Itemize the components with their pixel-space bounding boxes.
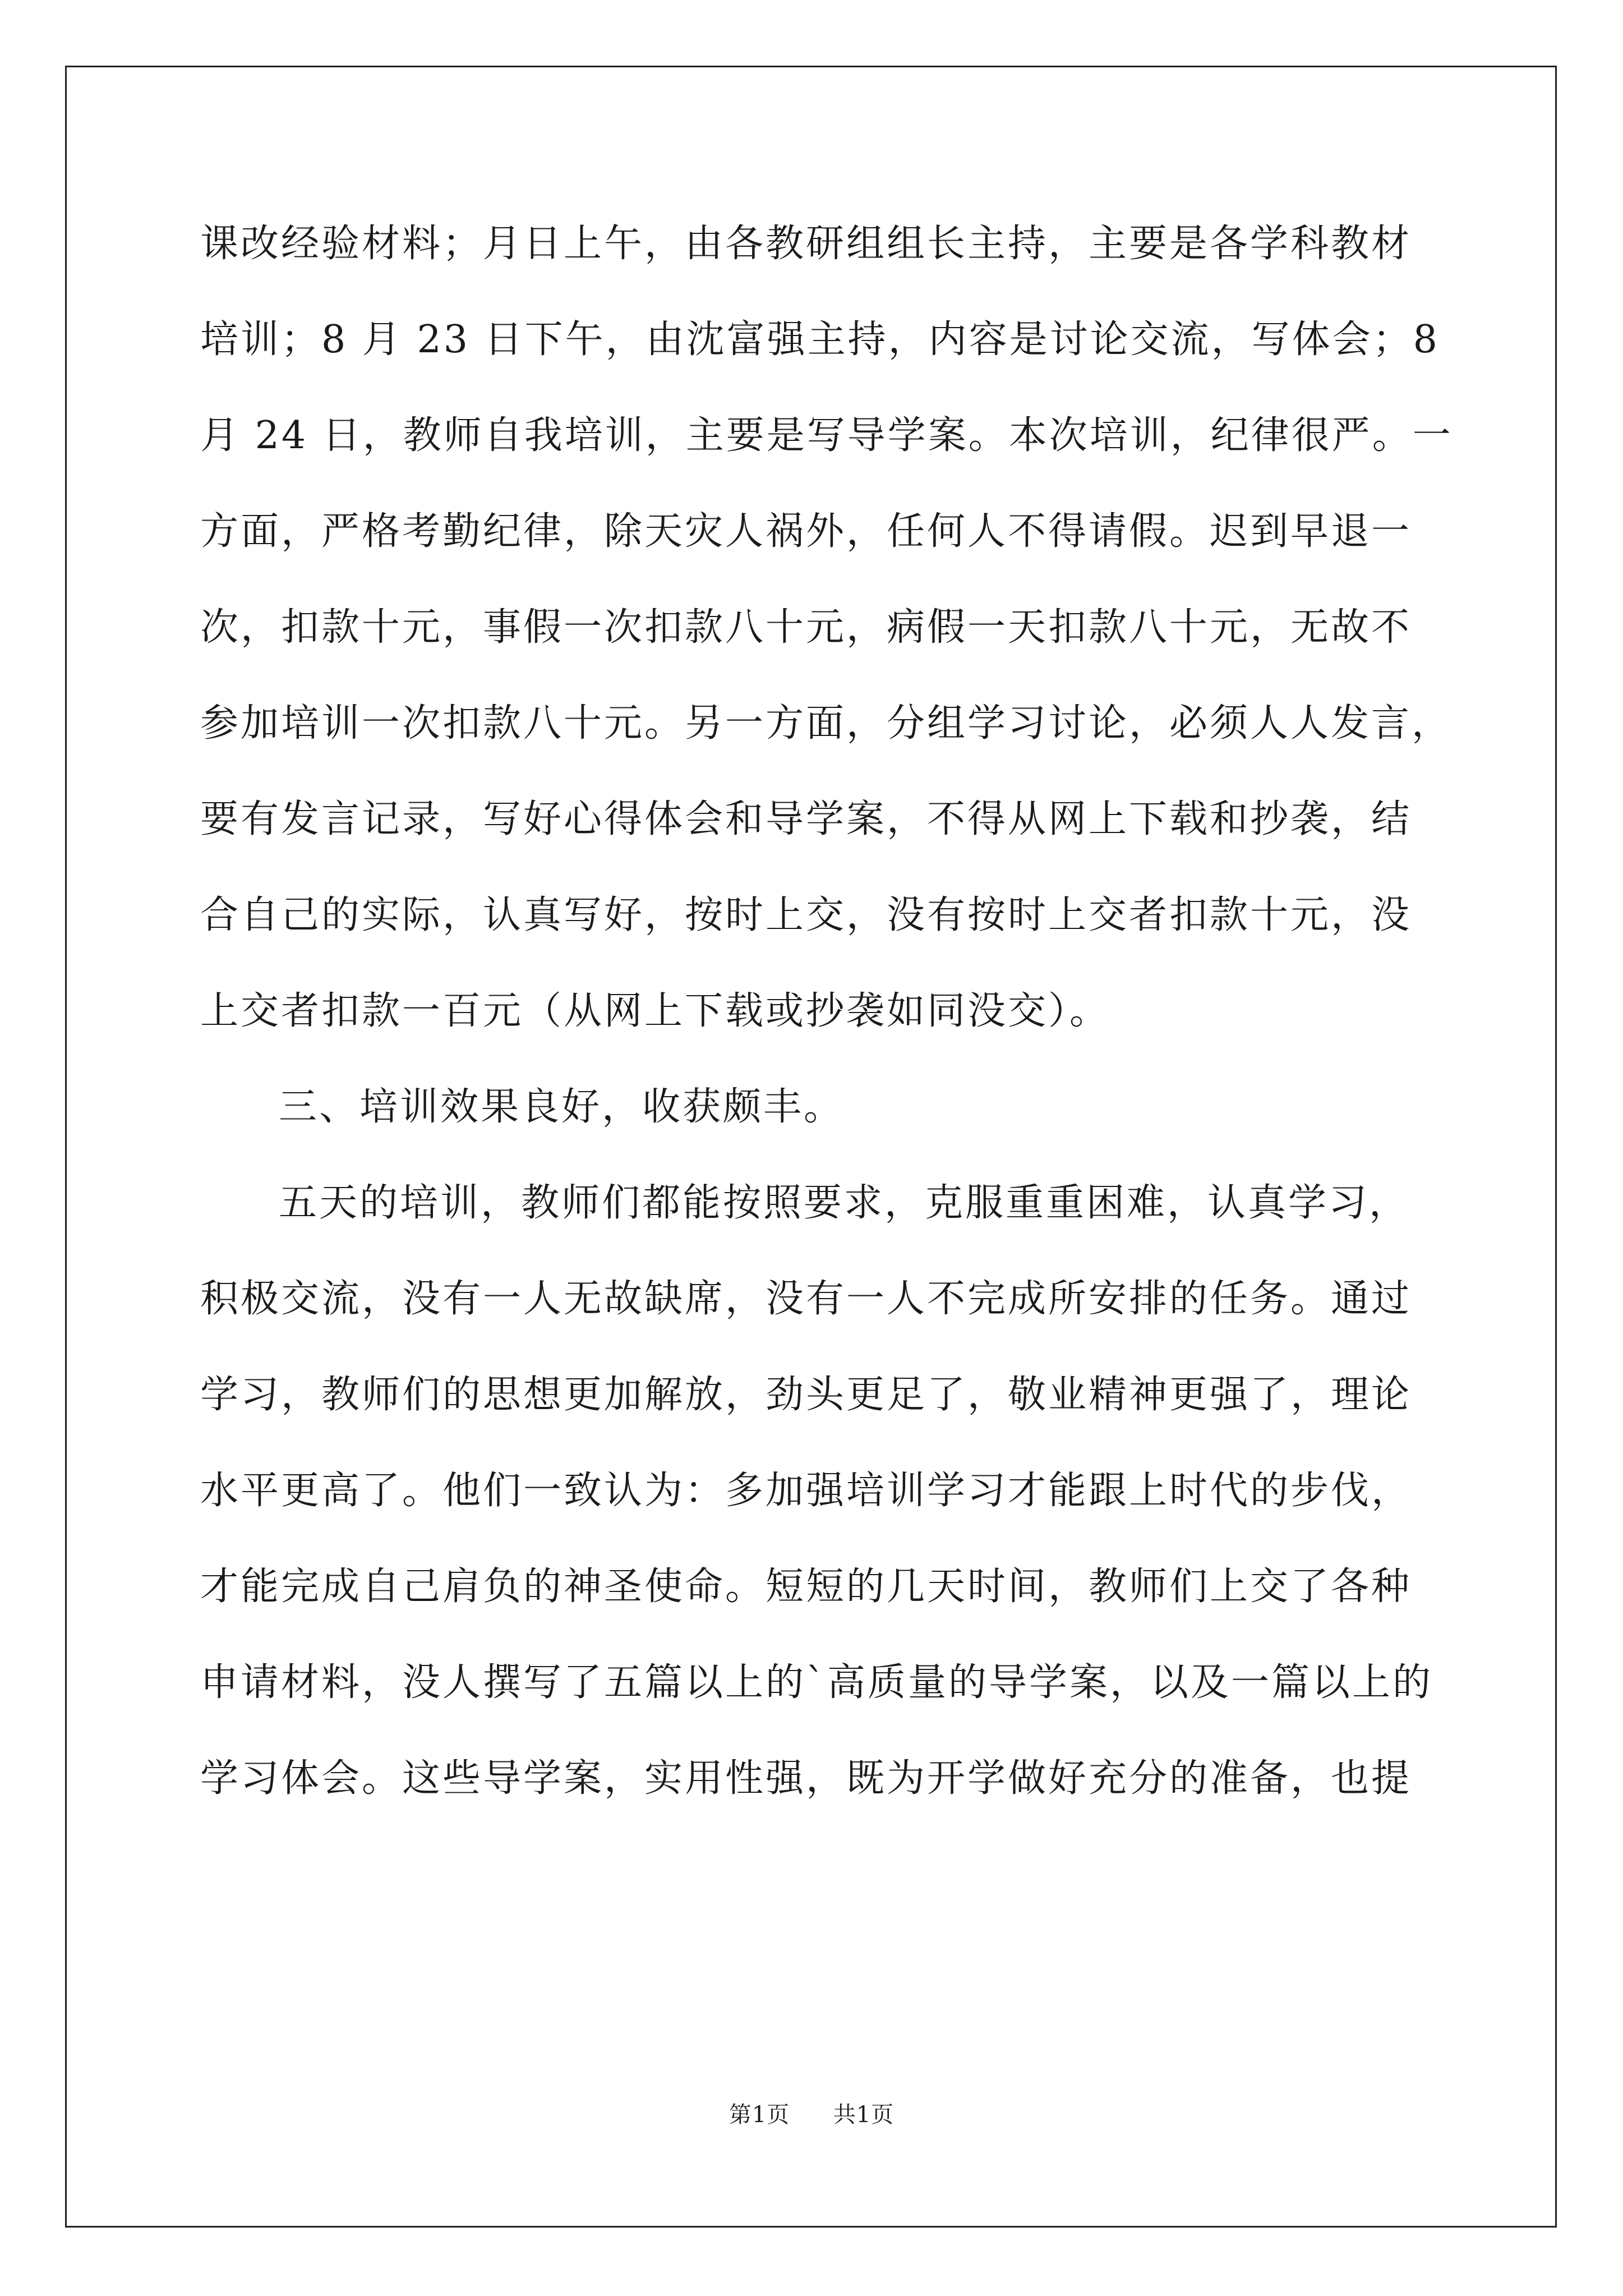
text-line: 积极交流，没有一人无故缺席，没有一人不完成所安排的任务。通过 bbox=[200, 1277, 1412, 1321]
text-line: 方面，严格考勤纪律，除天灾人祸外，任何人不得请假。迟到早退一 bbox=[200, 509, 1412, 554]
section-heading: 三、培训效果良好，收获颇丰。 bbox=[279, 1085, 845, 1129]
text-line: 合自己的实际，认真写好，按时上交，没有按时上交者扣款十元，没 bbox=[200, 893, 1412, 937]
text-line: 要有发言记录，写好心得体会和导学案，不得从网上下载和抄袭，结 bbox=[200, 797, 1412, 841]
text-line: 课改经验材料；月日上午，由各教研组组长主持，主要是各学科教材 bbox=[200, 222, 1412, 266]
text-line: 学习，教师们的思想更加解放，劲头更足了，敬业精神更强了，理论 bbox=[200, 1373, 1412, 1417]
document-body bbox=[200, 216, 1453, 1847]
text-line: 次，扣款十元，事假一次扣款八十元，病假一天扣款八十元，无故不 bbox=[200, 605, 1412, 650]
text-line: 学习体会。这些导学案，实用性强，既为开学做好充分的准备，也提 bbox=[200, 1756, 1412, 1801]
text-line: 参加培训一次扣款八十元。另一方面，分组学习讨论，必须人人发言， bbox=[200, 701, 1453, 746]
paragraph-start: 五天的培训，教师们都能按照要求，克服重重困难，认真学习， bbox=[279, 1181, 1410, 1225]
text-line: 申请材料，没人撰写了五篇以上的`高质量的导学案，以及一篇以上的 bbox=[200, 1660, 1433, 1705]
page-footer bbox=[0, 2097, 1623, 2129]
text-line: 才能完成自己肩负的神圣使命。短短的几天时间，教师们上交了各种 bbox=[200, 1565, 1412, 1609]
text-line: 上交者扣款一百元（从网上下载或抄袭如同没交）。 bbox=[200, 989, 1110, 1033]
page-total: 共1页 bbox=[833, 2102, 895, 2128]
text-line: 月 24 日，教师自我培训，主要是写导学案。本次培训，纪律很严。一 bbox=[200, 413, 1453, 458]
text-line: 水平更高了。他们一致认为：多加强培训学习才能跟上时代的步伐， bbox=[200, 1469, 1412, 1513]
page-number: 第1页 bbox=[728, 2102, 790, 2128]
text-line: 培训；8 月 23 日下午，由沈富强主持，内容是讨论交流，写体会；8 bbox=[200, 318, 1440, 362]
